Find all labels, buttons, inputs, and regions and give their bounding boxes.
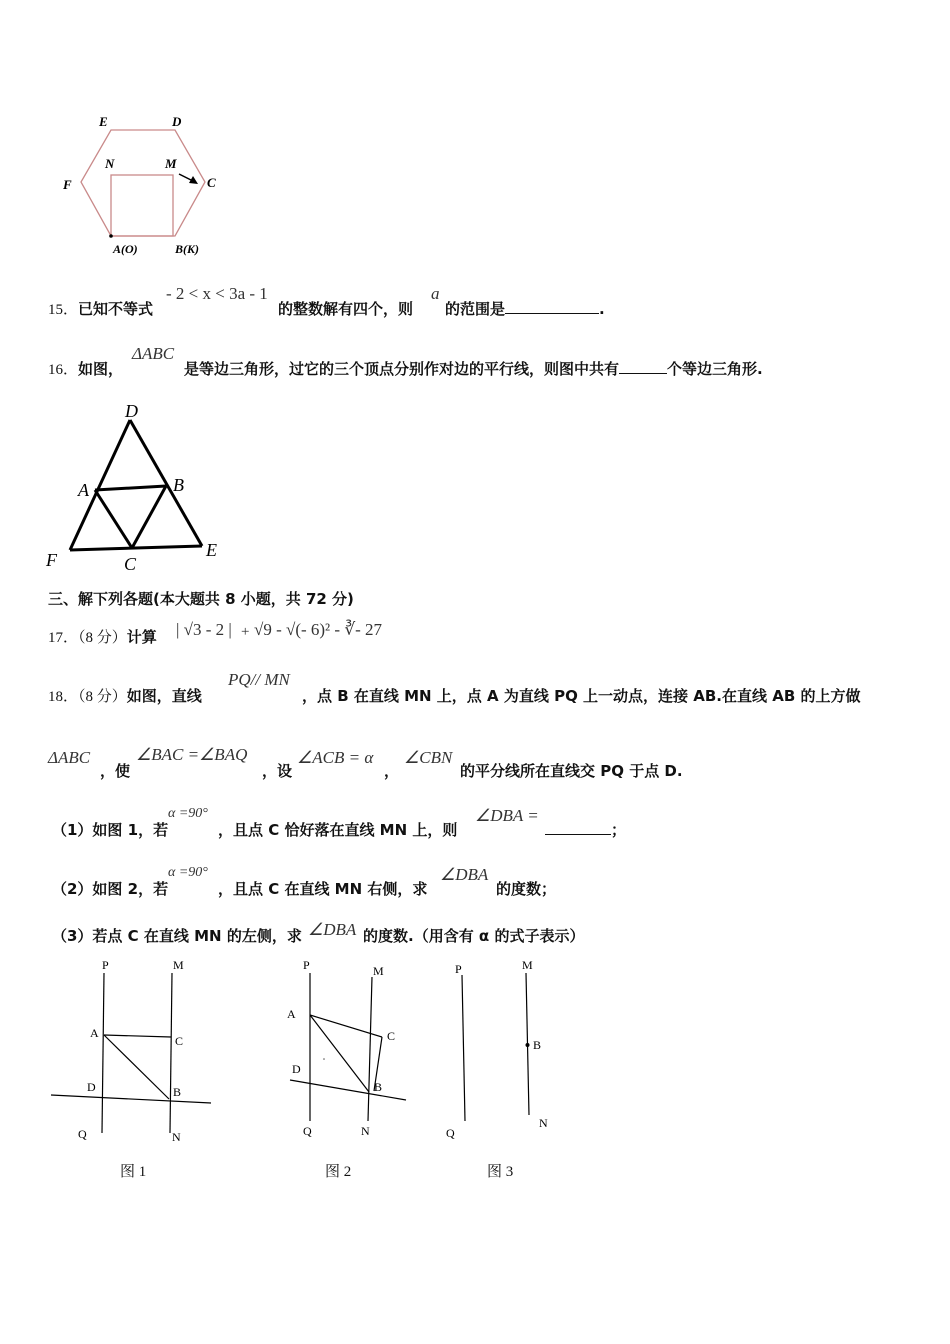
q15-inequality: - 2 < x < 3a - 1	[166, 284, 268, 303]
question-15	[48, 298, 153, 319]
q18-acb: ∠ACB = α	[297, 748, 374, 767]
tri-label-f: F	[46, 550, 57, 570]
q18-part2-end: 的度数；	[496, 880, 557, 898]
label-n: N	[105, 156, 115, 171]
fig3-label-p: P	[455, 962, 462, 976]
q15-post-text: 的范围是	[445, 300, 506, 318]
tri-label-d: D	[125, 401, 138, 421]
q18-part2-alpha: α =90°	[168, 865, 208, 880]
fig2-label-p: P	[303, 958, 310, 972]
q15-number: 15．	[48, 302, 79, 318]
question-18	[48, 685, 202, 706]
fig1-label-a: A	[90, 1026, 99, 1040]
q18-line1: ，点 B 在直线 MN 上，点 A 为直线 PQ 上一动点，连接 AB.在直线 AB 的上方做	[302, 687, 861, 705]
tri-label-c: C	[124, 554, 137, 573]
fig2-caption: 图 2	[325, 1164, 352, 1180]
q17-plus: +	[241, 624, 250, 640]
fig1-caption: 图 1	[120, 1164, 147, 1180]
label-c: C	[207, 175, 216, 190]
fig2-label-c: C	[387, 1029, 396, 1043]
q18-part3-pre: （3）若点 C 在直线 MN 的左侧，求	[52, 927, 302, 945]
fig1-label-q: Q	[78, 1127, 87, 1141]
q17-number: 17．	[48, 630, 79, 646]
tri-label-a: A	[78, 480, 89, 500]
fig1-label-n: N	[172, 1130, 181, 1144]
section-3-heading: 三、解下列各题(本大题共 8 小题，共 72 分)	[48, 590, 354, 608]
fig3-label-q: Q	[446, 1126, 455, 1140]
fig2-label-n: N	[361, 1124, 370, 1138]
fig2-label-b: B	[374, 1080, 383, 1094]
q18-part1-blank[interactable]	[545, 820, 611, 835]
q18-cbn: ∠CBN	[404, 748, 453, 767]
question-17	[48, 626, 157, 647]
q18-part1-end: ；	[611, 821, 627, 839]
q18-triangle: ΔABC	[48, 748, 91, 767]
question-16	[48, 358, 123, 379]
fig1-label-b: B	[173, 1085, 182, 1099]
label-f: F	[63, 177, 72, 192]
fig3-label-m: M	[522, 958, 533, 972]
q15-end: .	[599, 300, 605, 318]
q18-shi: ，使	[100, 762, 131, 780]
q18-part2-pre: （2）如图 2，若	[52, 880, 169, 898]
point-a	[109, 234, 113, 238]
fig1-label-d: D	[87, 1080, 96, 1094]
figure-2	[278, 955, 418, 1150]
q16-triangle: ΔABC	[132, 344, 175, 363]
q15-post	[445, 298, 605, 319]
q18-angle-eq: ∠BAC =∠BAQ	[136, 745, 248, 764]
q16-pre: 如图，	[78, 360, 124, 378]
q16-post-text: 是等边三角形，过它的三个顶点分别作对边的平行线，则图中共有	[184, 360, 620, 378]
q18-she: ，设	[262, 762, 293, 780]
q15-pre: 已知不等式	[78, 300, 154, 318]
q18-part3-dba: ∠DBA	[308, 920, 357, 939]
tri-label-e: E	[206, 540, 217, 560]
q18-part2-dba: ∠DBA	[440, 865, 489, 884]
fig3-caption: 图 3	[487, 1164, 514, 1180]
label-m: M	[165, 156, 177, 171]
q18-pre: 如图，直线	[126, 687, 202, 705]
triangle-figure	[40, 398, 230, 573]
tri-label-b: B	[173, 475, 184, 495]
q18-comma: ，	[384, 762, 400, 780]
q15-mid: 的整数解有四个，则	[278, 300, 414, 318]
q18-part1-alpha: α =90°	[168, 806, 208, 821]
q18-part2-mid: ，且点 C 在直线 MN 右侧，求	[218, 880, 428, 898]
hexagon-shape	[81, 130, 205, 236]
q18-parallel: PQ// MN	[228, 670, 290, 689]
q18-part3-end: 的度数.（用含有 α 的式子表示）	[363, 927, 585, 945]
label-d: D	[172, 114, 182, 129]
fig3-label-n: N	[539, 1116, 548, 1130]
fig2-label-q: Q	[303, 1124, 312, 1138]
q15-blank[interactable]	[505, 299, 599, 314]
label-e: E	[99, 114, 108, 129]
q17-pre: 计算	[126, 628, 157, 646]
fig2-label-d: D	[292, 1062, 301, 1076]
hexagon-figure	[55, 110, 225, 260]
square-shape	[111, 175, 173, 236]
fig1-label-p: P	[102, 958, 109, 972]
q18-part1-pre: （1）如图 1，若	[52, 821, 169, 839]
figure-3	[435, 955, 565, 1150]
q16-blank[interactable]	[619, 359, 667, 374]
q18-line2-end: 的平分线所在直线交 PQ 于点 D.	[460, 762, 683, 780]
q15-var: a	[431, 284, 440, 303]
q18-number: 18．	[48, 689, 79, 705]
q16-number: 16．	[48, 362, 79, 378]
figure-1	[45, 955, 220, 1150]
q18-part1-dba: ∠DBA =	[475, 806, 539, 825]
q18-part1-mid: ，且点 C 恰好落在直线 MN 上，则	[218, 821, 458, 839]
q18-score: （8 分）	[78, 689, 127, 705]
q17-expr-1: | √3 - 2 |	[176, 620, 232, 639]
fig2-label-m: M	[373, 964, 384, 978]
label-b: B(K)	[175, 242, 199, 256]
fig1-label-m: M	[173, 958, 184, 972]
fig3-point-b	[526, 1043, 530, 1047]
fig3-label-b: B	[533, 1038, 542, 1052]
q17-score: （8 分）	[78, 630, 127, 646]
q16-end: 个等边三角形.	[667, 360, 763, 378]
fig1-label-c: C	[175, 1034, 184, 1048]
label-a: A(O)	[113, 242, 138, 256]
fig2-label-a: A	[287, 1007, 296, 1021]
q17-expr-2: √9 - √(- 6)² - ∛- 27	[254, 620, 383, 639]
q16-post	[184, 358, 763, 379]
q18-part1-answer	[545, 819, 626, 840]
